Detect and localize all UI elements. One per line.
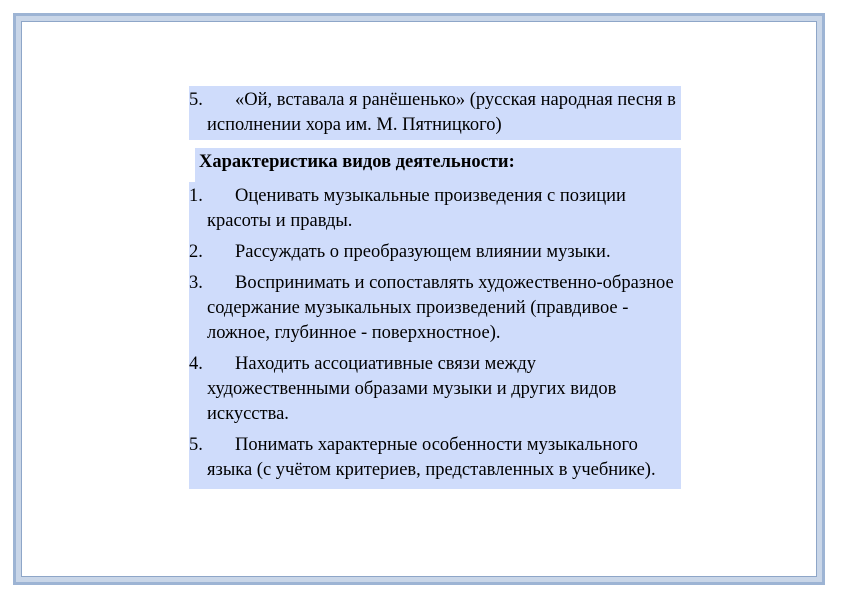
list-item	[189, 269, 681, 350]
list-item-text: Понимать характерные особенности музыкального языка (с учётом критериев, представленных в учебнике).	[207, 435, 656, 480]
list-item-text: Находить ассоциативные связи между художественными образами музыки и других видов искусства.	[207, 354, 617, 424]
list-item-number: 2.	[189, 242, 203, 262]
list-item-number: 4.	[189, 354, 203, 374]
list-item-number: 3.	[189, 273, 203, 293]
list-item-text: Рассуждать о преобразующем влиянии музыки.	[235, 242, 611, 262]
text-block	[189, 86, 681, 489]
list-item-number: 5.	[189, 435, 203, 455]
list-item	[189, 350, 681, 431]
section-heading: Характеристика видов деятельности:	[195, 148, 681, 182]
list-item	[189, 238, 681, 269]
list-item	[189, 86, 681, 140]
list-item-text: Воспринимать и сопоставлять художественно-образное содержание музыкальных произведений (правдивое - ложное, глубинное - поверхностное).	[207, 273, 674, 343]
list-item-text: «Ой, вставала я ранёшенько» (русская народная песня в исполнении хора им. М. Пятницкого)	[207, 90, 676, 135]
list-item-text: Оценивать музыкальные произведения с позиции красоты и правды.	[207, 186, 626, 231]
list-item	[189, 182, 681, 238]
list-item-number: 1.	[189, 186, 203, 206]
list-item	[189, 431, 681, 489]
list-item-number: 5.	[189, 90, 203, 110]
